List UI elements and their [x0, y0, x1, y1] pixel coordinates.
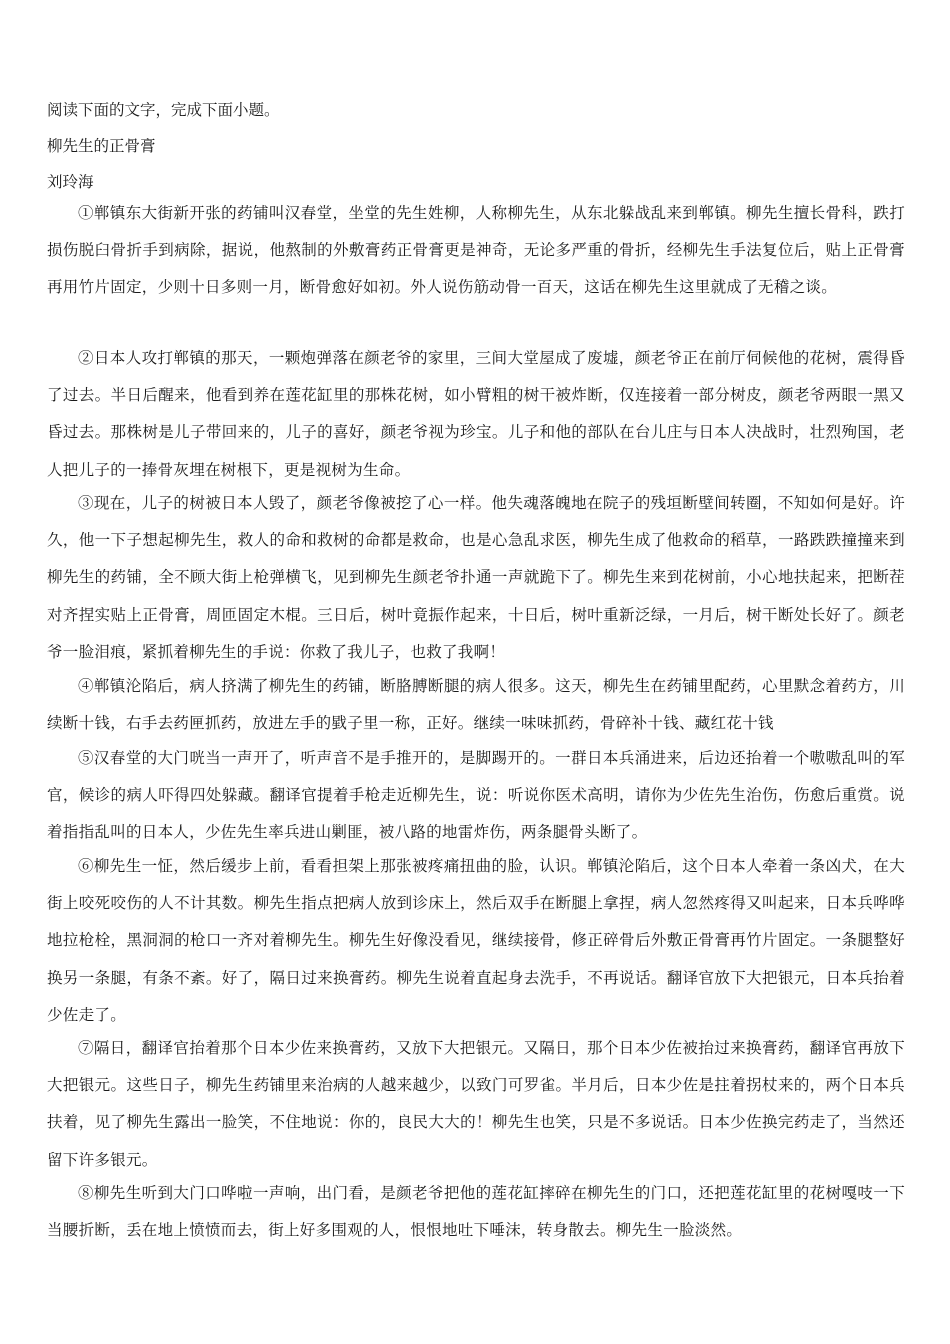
paragraph-1: ①郸镇东大街新开张的药铺叫汉春堂，坐堂的先生姓柳，人称柳先生，从东北躲战乱来到郸镇。柳先生擅长骨科，跌打损伤脱臼骨折手到病除，据说，他熬制的外敷膏药正骨膏更是神奇，无论多严重的骨折，经柳先生手法复位后，贴上正骨膏再用竹片固定，少则十日多则一月，断骨愈好如初。外人说伤筋动骨一百天，这话在柳先生这里就成了无稽之谈。: [47, 204, 905, 297]
paragraph-4: ④郸镇沦陷后，病人挤满了柳先生的药铺，断胳膊断腿的病人很多。这天，柳先生在药铺里配药，心里默念着药方，川续断十钱，右手去药匣抓药，放进左手的戥子里一称，正好。继续一味味抓药，骨碎补十钱、藏红花十钱: [47, 677, 905, 733]
paragraph-3: ③现在，儿子的树被日本人毁了，颜老爷像被挖了心一样。他失魂落魄地在院子的残垣断壁间转圈，不知如何是好。许久，他一下子想起柳先生，救人的命和救树的命都是救命，也是心急乱求医，柳先生成了他救命的稻草，一路跌跌撞撞来到柳先生的药铺，全不顾大街上枪弹横飞，见到柳先生颜老爷扑通一声就跪下了。柳先生来到花树前，小心地扶起来，把断茬对齐捏实贴上正骨膏，周匝固定木棍。三日后，树叶竟振作起来，十日后，树叶重新泛绿，一月后，树干断处长好了。颜老爷一脸泪痕，紧抓着柳先生的手说：你救了我儿子，也救了我啊！: [47, 494, 905, 661]
paragraph-5: ⑤汉春堂的大门咣当一声开了，听声音不是手推开的，是脚踢开的。一群日本兵涌进来，后边还抬着一个嗷嗷乱叫的军官，候诊的病人吓得四处躲藏。翻译官提着手枪走近柳先生，说：听说你医术高明，请你为少佐先生治伤，伤愈后重赏。说着指指乱叫的日本人，少佐先生率兵进山剿匪，被八路的地雷炸伤，两条腿骨头断了。: [47, 749, 905, 842]
article-title: 柳先生的正骨膏: [47, 137, 156, 155]
reading-instruction: 阅读下面的文字，完成下面小题。: [47, 101, 280, 119]
article-author: 刘玲海: [47, 173, 94, 191]
paragraph-2: ②日本人攻打郸镇的那天，一颗炮弹落在颜老爷的家里，三间大堂屋成了废墟，颜老爷正在前厅伺候他的花树，震得昏了过去。半日后醒来，他看到养在莲花缸里的那株花树，如小臂粗的树干被炸断，仅连接着一部分树皮，颜老爷两眼一黑又昏过去。那株树是儿子带回来的，儿子的喜好，颜老爷视为珍宝。儿子和他的部队在台儿庄与日本人决战时，壮烈殉国，老人把儿子的一捧骨灰埋在树根下，更是视树为生命。: [47, 349, 905, 479]
paragraph-8: ⑧柳先生听到大门口哗啦一声响，出门看，是颜老爷把他的莲花缸摔碎在柳先生的门口，还把莲花缸里的花树嘎吱一下当腰折断，丢在地上愤愤而去，街上好多围观的人，恨恨地吐下唾沫，转身散去。柳先生一脸淡然。: [47, 1184, 905, 1240]
paragraph-6: ⑥柳先生一怔，然后缓步上前，看看担架上那张被疼痛扭曲的脸，认识。郸镇沦陷后，这个日本人牵着一条凶犬，在大街上咬死咬伤的人不计其数。柳先生指点把病人放到诊床上，然后双手在断腿上拿捏，病人忽然疼得又叫起来，日本兵哗哗地拉枪栓，黑洞洞的枪口一齐对着柳先生。柳先生好像没看见，继续接骨，修正碎骨后外敷正骨膏再竹片固定。一条腿整好换另一条腿，有条不紊。好了，隔日过来换膏药。柳先生说着直起身去洗手，不再说话。翻译官放下大把银元，日本兵抬着少佐走了。: [47, 857, 905, 1024]
paragraph-7: ⑦隔日，翻译官抬着那个日本少佐来换膏药，又放下大把银元。又隔日，那个日本少佐被抬过来换膏药，翻译官再放下大把银元。这些日子，柳先生药铺里来治病的人越来越少，以致门可罗雀。半月后，日本少佐是拄着拐杖来的，两个日本兵扶着，见了柳先生露出一脸笑，不住地说：你的，良民大大的！柳先生也笑，只是不多说话。日本少佐换完药走了，当然还留下许多银元。: [47, 1039, 905, 1169]
